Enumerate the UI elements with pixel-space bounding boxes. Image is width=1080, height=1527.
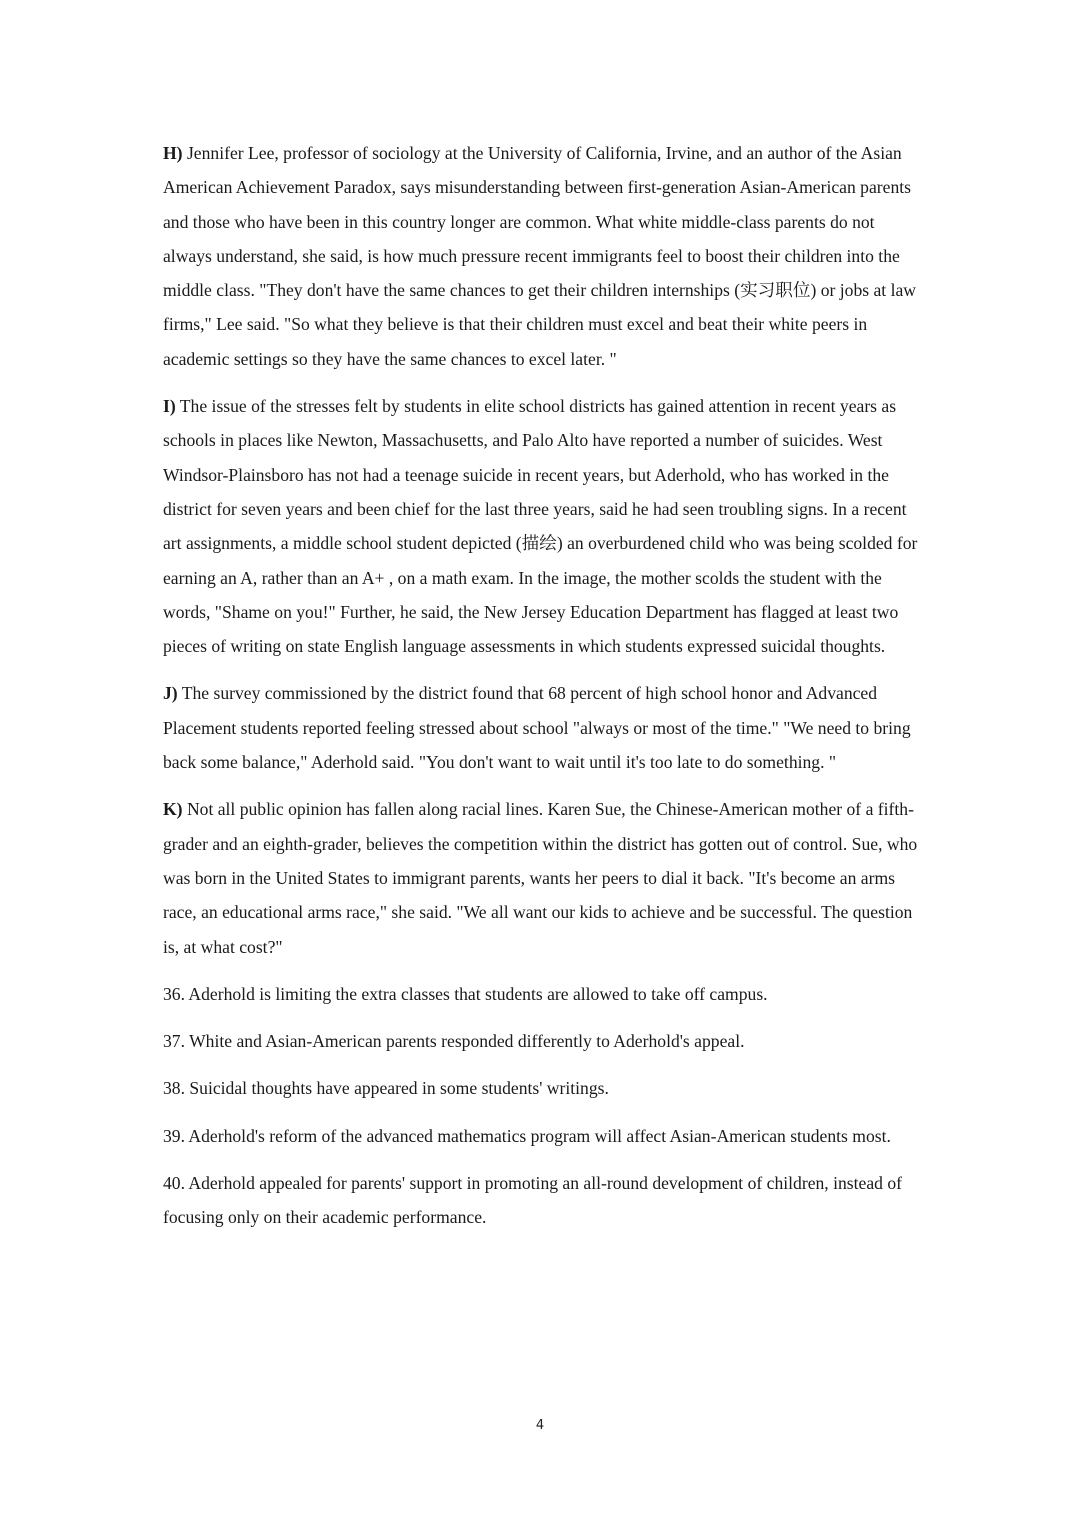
paragraph-j [163,676,919,779]
paragraph-k [163,792,919,963]
paragraph-label: H) [163,143,183,163]
question-38: 38. Suicidal thoughts have appeared in some students' writings. [163,1078,609,1099]
paragraph-h [163,136,919,376]
page-number: 4 [535,1418,545,1433]
document-page [163,136,919,1248]
paragraph-text: The survey commissioned by the district found that 68 percent of high school honor and Advanced Placement students reported feeling stressed about school "always or most of the time." "We need to bring back some balance," Aderhold said. "You don't want to wait until it's too late to do something. " [163,683,911,773]
paragraph-text: Not all public opinion has fallen along racial lines. Karen Sue, the Chinese-American mother of a fifth-grader and an eighth-grader, believes the competition within the district has gotten out of control. Sue, who was born in the United States to immigrant parents, wants her peers to dial it back. "It's become an arms race, an educational arms race," she said. "We all want our kids to achieve and be successful. The question is, at what cost?" [163,799,918,957]
question-37: 37. White and Asian-American parents responded differently to Aderhold's appeal. [163,1031,745,1052]
paragraph-i [163,389,919,663]
paragraph-label: K) [163,799,183,820]
question-39: 39. Aderhold's reform of the advanced mathematics program will affect Asian-American students most. [163,1125,891,1146]
question-40: 40. Aderhold appealed for parents' support in promoting an all-round development of children, instead of focusing only on their academic performance. [163,1173,902,1228]
paragraph-text: Jennifer Lee, professor of sociology at the University of California, Irvine, and an author of the Asian American Achievement Paradox, says misunderstanding between first-generation Asian-American parents and those who have been in this country longer are common. What white middle-class parents do not always understand, she said, is how much pressure recent immigrants feel to boost their children into the middle class. "They don't have the same chances to get their children internships (实习职位) or jobs at law firms," Lee said. "So what they believe is that their children must excel and beat their white peers in academic settings so they have the same chances to excel later. " [163,143,917,369]
question-36: 36. Aderhold is limiting the extra classes that students are allowed to take off campus. [163,983,768,1004]
paragraph-label: J) [163,683,178,704]
paragraph-text: The issue of the stresses felt by students in elite school districts has gained attention in recent years as schools in places like Newton, Massachusetts, and Palo Alto have reported a number of suicides. West Windsor-Plainsboro has not had a teenage suicide in recent years, but Aderhold, who has worked in the district for seven years and been chief for the last three years, said he had seen troubling signs. In a recent art assignments, a middle school student depicted (描绘) an overburdened child who was being scolded for earning an A, rather than an A+ , on a math exam. In the image, the mother scolds the student with the words, "Shame on you!" Further, he said, the New Jersey Education Department has flagged at least two pieces of writing on state English language assessments in which students expressed suicidal thoughts. [163,396,918,657]
paragraph-label: I) [163,396,176,417]
